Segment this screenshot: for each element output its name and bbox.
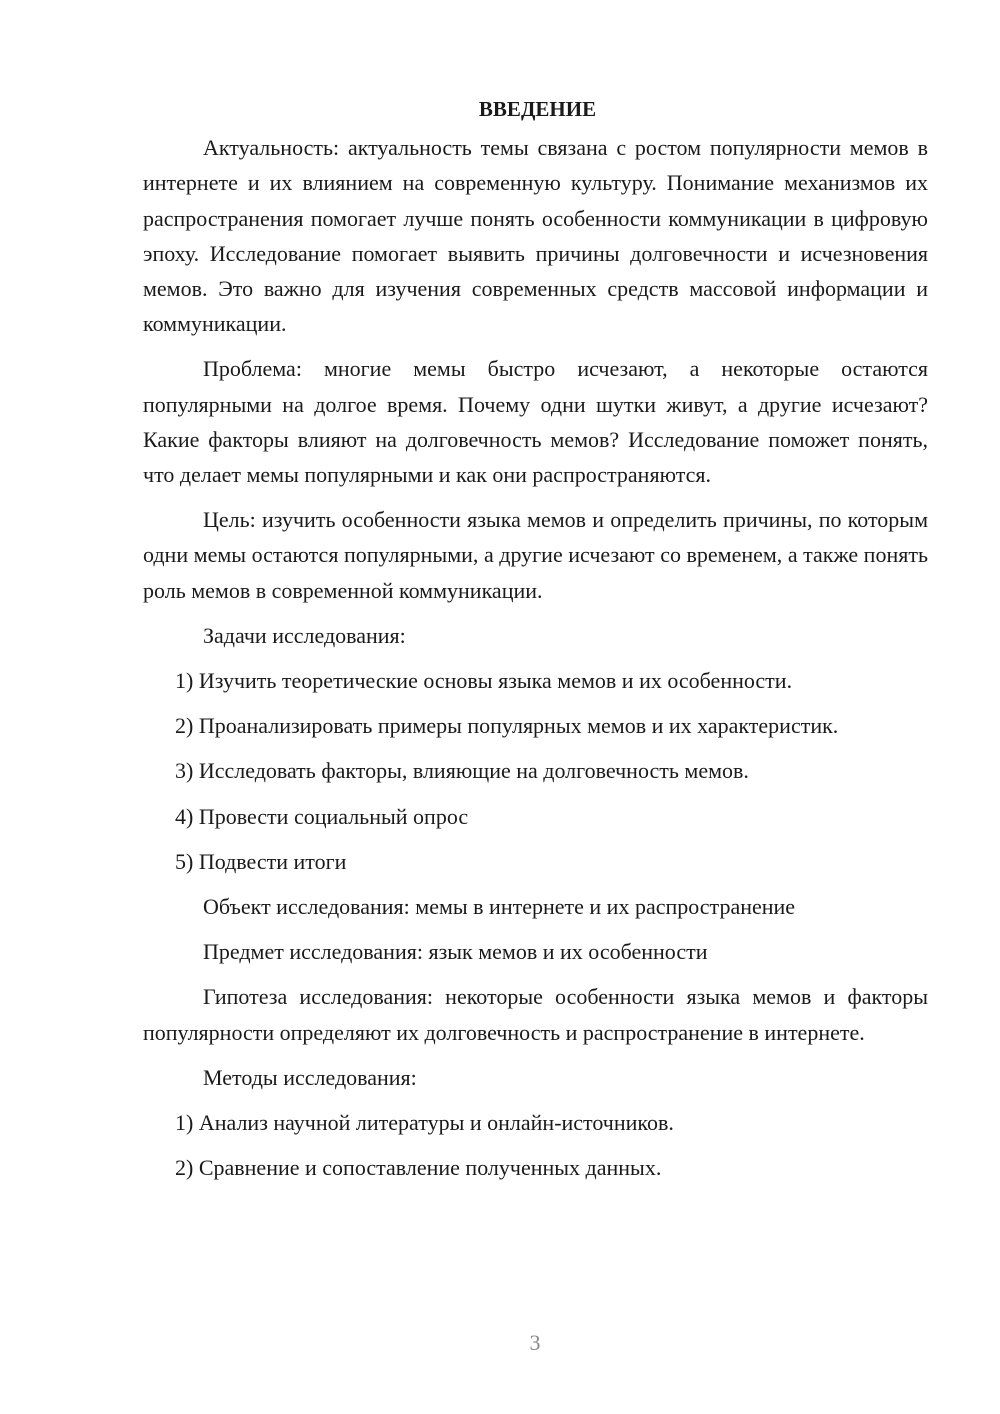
hypothesis-paragraph: Гипотеза исследования: некоторые особенности языка мемов и факторы популярности определяют их долговечность и распространение в интернете.	[143, 984, 928, 1045]
task-item: 5) Подвести итоги	[175, 848, 347, 874]
method-item: 2) Сравнение и сопоставление полученных данных.	[175, 1155, 662, 1181]
problem-paragraph: Проблема: многие мемы быстро исчезают, а некоторые остаются популярными на долгое время. Почему одни шутки живут, а другие исчезают? Какие факторы влияют на долговечность мемов? Исследование поможет понять, что делает мемы популярными и как они распространяются.	[143, 356, 928, 488]
tasks-heading: Задачи исследования:	[203, 622, 406, 648]
page-title: ВВЕДЕНИЕ	[478, 97, 597, 121]
goal-paragraph: Цель: изучить особенности языка мемов и определить причины, по которым одни мемы остаются популярными, а другие исчезают со временем, а также понять роль мемов в современной коммуникации.	[143, 507, 928, 603]
task-item: 4) Провести социальный опрос	[175, 803, 469, 829]
task-item: 2) Проанализировать примеры популярных мемов и их характеристик.	[175, 713, 839, 739]
relevance-paragraph: Актуальность: актуальность темы связана с ростом популярности мемов в интернете и их влиянием на современную культуру. Понимание механизмов их распространения помогает лучше понять особенности коммуникации в цифровую эпоху. Исследование помогает выявить причины долговечности и исчезновения мемов. Это важно для изучения современных средств массовой информации и коммуникации.	[143, 135, 928, 337]
methods-heading: Методы исследования:	[203, 1064, 417, 1090]
object-line: Объект исследования: мемы в интернете и их распространение	[203, 894, 796, 920]
subject-line: Предмет исследования: язык мемов и их особенности	[203, 939, 708, 965]
task-item: 1) Изучить теоретические основы языка мемов и их особенности.	[175, 668, 793, 694]
page-number: 3	[529, 1330, 541, 1355]
document-page	[143, 92, 928, 1195]
method-item: 1) Анализ научной литературы и онлайн-источников.	[175, 1110, 674, 1136]
task-item: 3) Исследовать факторы, влияющие на долговечность мемов.	[175, 758, 749, 784]
